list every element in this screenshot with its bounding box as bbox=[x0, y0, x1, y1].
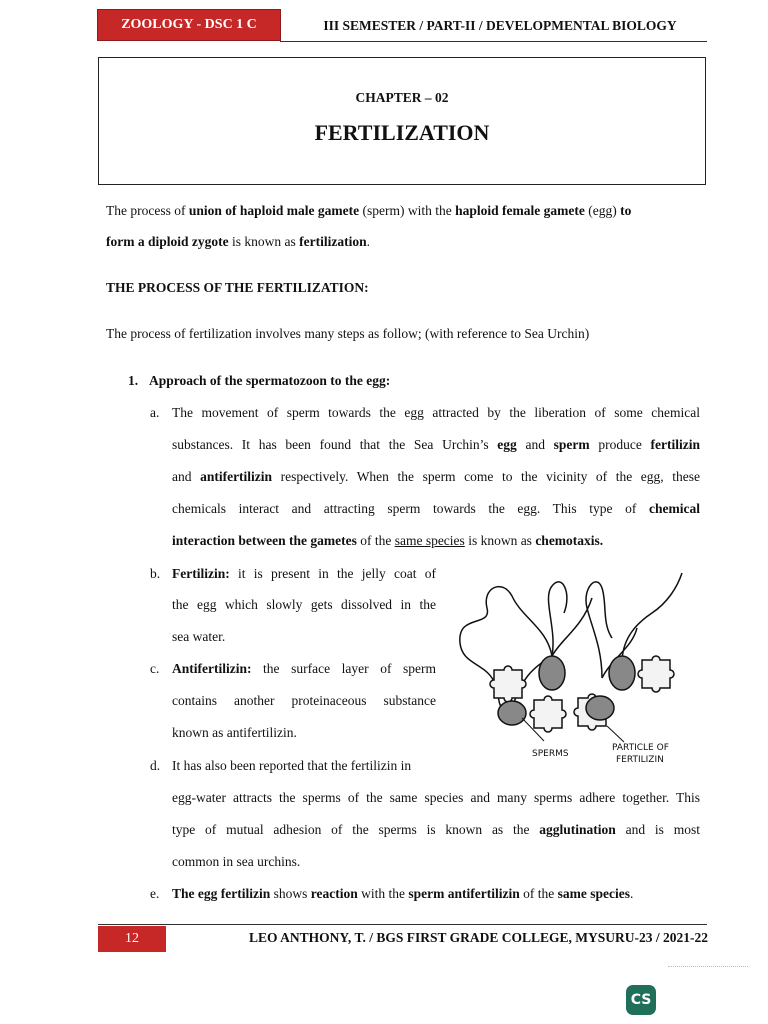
item-a-marker: a. bbox=[150, 405, 160, 420]
page-number: 12 bbox=[125, 931, 139, 946]
item-text: produce bbox=[589, 437, 651, 452]
intro-text: (sperm) with the bbox=[359, 203, 456, 218]
item-text: it is present in the jelly coat of bbox=[229, 566, 436, 581]
item-c-line-3: known as antifertilizin. bbox=[172, 725, 297, 740]
item-e-line-1 bbox=[172, 884, 633, 904]
item-a-line-2 bbox=[172, 435, 700, 455]
item-term: egg bbox=[497, 437, 517, 452]
item-a-line-1: The movement of sperm towards the egg attracted by the liberation of some chemical bbox=[172, 405, 700, 420]
item-d-line-4: common in sea urchins. bbox=[172, 854, 301, 869]
section-lead: The process of fertilization involves many steps as follow; (with reference to Sea Urchin) bbox=[106, 326, 590, 341]
item-text: chemicals interact and attracting sperm towards the egg. This type of bbox=[172, 501, 650, 516]
item-b-line-1 bbox=[172, 564, 436, 584]
item-d-line-3 bbox=[172, 820, 700, 840]
intro-line-2 bbox=[106, 232, 370, 252]
item-term: chemical bbox=[649, 501, 700, 516]
item-c-line-2: contains another proteinaceous substance bbox=[172, 693, 436, 708]
course-badge bbox=[98, 10, 280, 40]
item-underlined-term: same species bbox=[394, 533, 465, 548]
item-text: shows bbox=[270, 886, 311, 901]
item-text: and bbox=[516, 437, 554, 452]
item-text: respectively. When the sperm come to the vicinity of the egg, these bbox=[272, 469, 700, 484]
item-term: agglutination bbox=[539, 822, 616, 837]
intro-text: is known as bbox=[228, 234, 300, 249]
intro-term: form a diploid zygote bbox=[106, 234, 229, 249]
item-text: and is most bbox=[615, 822, 700, 837]
item-text: with the bbox=[357, 886, 409, 901]
item-text: of the bbox=[356, 533, 395, 548]
item-a-line-4 bbox=[172, 499, 700, 519]
sperms-label: SPERMS bbox=[532, 749, 569, 759]
item-d-marker: d. bbox=[150, 758, 161, 773]
camscanner-logo-icon bbox=[626, 985, 656, 1015]
chapter-title: FERTILIZATION bbox=[314, 120, 490, 145]
agglutination-figure bbox=[452, 568, 690, 768]
item-term: sperm bbox=[553, 437, 590, 452]
item-term: fertilizin bbox=[650, 437, 700, 452]
item-term: reaction bbox=[310, 886, 358, 901]
footer-divider bbox=[98, 924, 707, 925]
scanner-dots bbox=[668, 966, 748, 969]
intro-term: union of haploid male gamete bbox=[188, 203, 360, 218]
intro-line-1 bbox=[106, 201, 631, 221]
item-d-line-1: It has also been reported that the fertilizin in bbox=[172, 758, 412, 773]
item-term: The egg fertilizin bbox=[172, 886, 271, 901]
item-a-line-3 bbox=[172, 467, 700, 487]
intro-text: (egg) bbox=[584, 203, 621, 218]
item-term: interaction between the gametes bbox=[172, 533, 357, 548]
header-divider bbox=[280, 41, 707, 42]
item-text: of the bbox=[519, 886, 558, 901]
item-text: and bbox=[172, 469, 201, 484]
item-text: the surface layer of sperm bbox=[251, 661, 436, 676]
intro-text: . bbox=[366, 234, 370, 249]
item-b-line-2: the egg which slowly gets dissolved in the bbox=[172, 597, 436, 612]
item-text: . bbox=[629, 886, 634, 901]
intro-term: haploid female gamete bbox=[455, 203, 585, 218]
item-e-marker: e. bbox=[150, 886, 160, 901]
item-b-marker: b. bbox=[150, 566, 161, 581]
intro-term: fertilization bbox=[299, 234, 367, 249]
footer-text: LEO ANTHONY, T. / BGS FIRST GRADE COLLEGE, MYSURU-23 / 2021-22 bbox=[249, 930, 708, 945]
item-text: substances. It has been found that the Sea Urchin’s bbox=[172, 437, 498, 452]
item-term: same species bbox=[557, 886, 630, 901]
item-text: type of mutual adhesion of the sperms is known as the bbox=[172, 822, 540, 837]
item-c-marker: c. bbox=[150, 661, 160, 676]
page-number-badge bbox=[98, 926, 166, 952]
course-label: ZOOLOGY - DSC 1 C bbox=[121, 17, 257, 32]
item-a-line-5 bbox=[172, 531, 603, 551]
item-term: antifertilizin bbox=[200, 469, 273, 484]
intro-term: to bbox=[620, 203, 632, 218]
item-term: Antifertilizin: bbox=[172, 661, 252, 676]
step-1-number: 1. bbox=[128, 373, 139, 388]
header-title: III SEMESTER / PART-II / DEVELOPMENTAL BIOLOGY bbox=[323, 18, 677, 33]
section-heading: THE PROCESS OF THE FERTILIZATION: bbox=[106, 280, 369, 295]
particle-label-1: PARTICLE OF bbox=[612, 743, 669, 753]
logo-text: CS bbox=[630, 992, 652, 1008]
step-1-title: Approach of the spermatozoon to the egg: bbox=[149, 373, 391, 388]
chapter-box bbox=[98, 57, 706, 185]
item-b-line-3: sea water. bbox=[172, 629, 226, 644]
item-term: sperm antifertilizin bbox=[408, 886, 520, 901]
intro-text: The process of bbox=[106, 203, 189, 218]
item-c-line-1 bbox=[172, 659, 436, 679]
item-term: Fertilizin: bbox=[172, 566, 230, 581]
item-text: is known as bbox=[464, 533, 536, 548]
particle-label-2: FERTILIZIN bbox=[616, 755, 664, 765]
item-term: chemotaxis. bbox=[535, 533, 604, 548]
item-d-line-2: egg-water attracts the sperms of the same species and many sperms adhere together. This bbox=[172, 790, 700, 805]
chapter-number: CHAPTER – 02 bbox=[355, 90, 449, 105]
